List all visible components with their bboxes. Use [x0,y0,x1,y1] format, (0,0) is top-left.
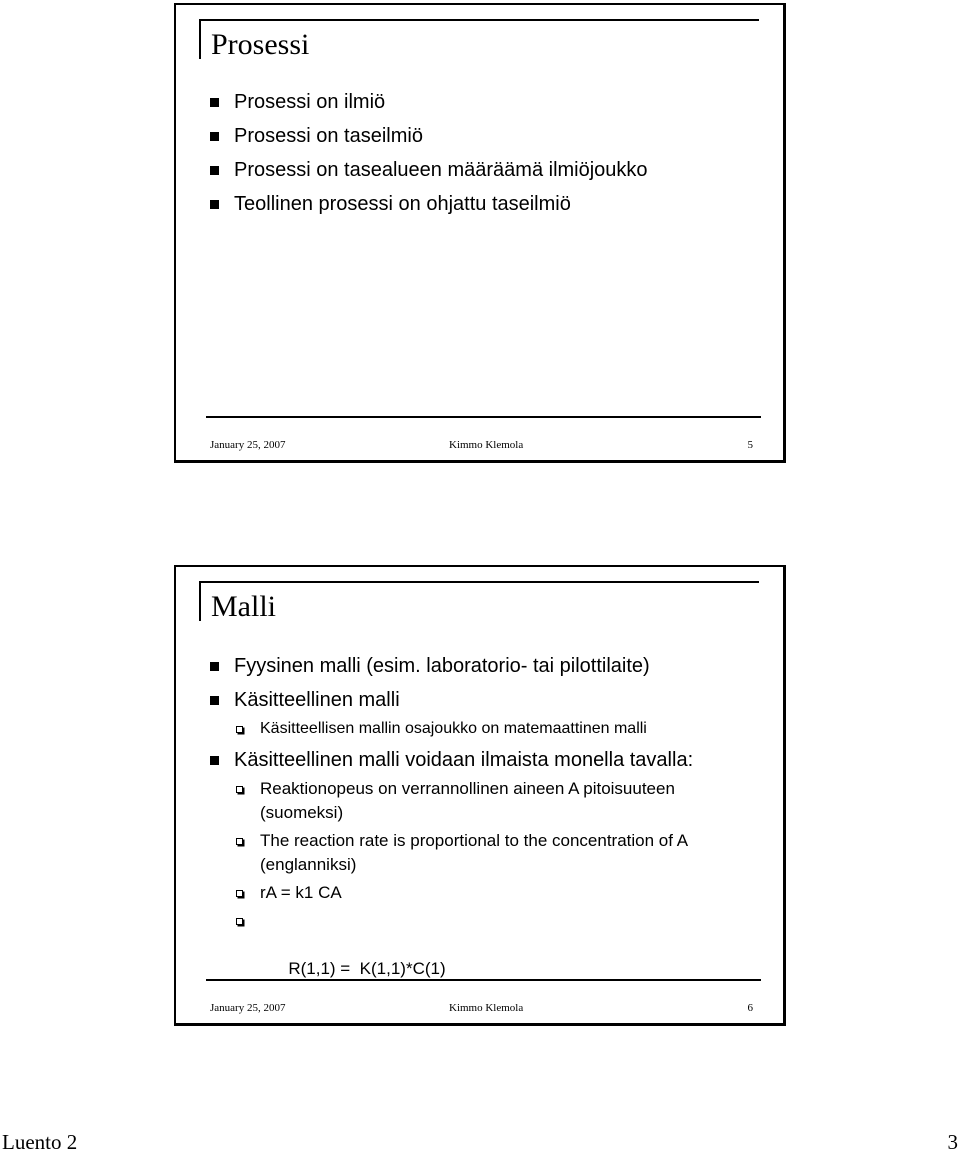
page-footer-page-number: 3 [947,1130,958,1154]
sub-bullet-item [236,881,763,905]
sub-bullet-item [236,909,763,1005]
slide-malli [174,565,786,1026]
sub-bullet-text: rA = k1 CA [260,883,342,902]
square-bullet-icon [210,166,219,175]
bullet-item [210,123,763,149]
bullet-text: Käsitteellinen malli [234,689,400,711]
square-bullet-icon [210,200,219,209]
sub-bullet-text: Reaktionopeus on verrannollinen aineen A pitoisuuteen (suomeksi) [260,779,675,822]
slide-content [210,653,763,1007]
page-footer-lecture: Luento 2 [2,1130,78,1154]
footer-divider [206,416,761,418]
bullet-item [210,157,654,183]
bullet-text: Prosessi on taseilmiö [234,125,423,147]
sub-bullet-item [236,829,750,877]
slide-title-bar [199,19,759,59]
bullet-text: Teollinen prosessi on ohjattu taseilmiö [234,193,571,215]
square-bullet-icon [210,132,219,141]
bullet-item [210,89,763,115]
footer-date: January 25, 2007 [210,1002,286,1014]
bullet-text: Käsitteellinen malli voidaan ilmaista monella tavalla: [234,749,694,771]
square-bullet-icon [210,98,219,107]
sub-bullet-item [236,777,730,825]
sub-bullet-text: The reaction rate is proportional to the concentration of A (englanniksi) [260,831,688,874]
footer-date: January 25, 2007 [210,439,286,451]
hollow-square-bullet-icon [236,918,243,925]
footer-page-number: 6 [747,1002,753,1014]
bullet-item [210,653,763,679]
bullet-item [210,191,763,217]
footer-page-number: 5 [747,439,753,451]
bullet-text: Fyysinen malli (esim. laboratorio- tai pilottilaite) [234,655,650,677]
hollow-square-bullet-icon [236,786,243,793]
bullet-text: Prosessi on tasealueen määräämä ilmiöjoukko [234,159,648,181]
footer-divider [206,979,761,981]
hollow-square-bullet-icon [236,838,243,845]
hollow-square-bullet-icon [236,726,243,733]
sub-bullet-text: Käsitteellisen mallin osajoukko on matemaattinen malli [260,720,647,737]
slide-title-bar [199,581,759,621]
bullet-item [210,747,763,773]
slide-title: Prosessi [211,28,310,61]
sub-bullet-text: R(1,1) = K(1,1)*C(1) [288,959,446,978]
footer-author: Kimmo Klemola [449,1002,524,1014]
hollow-square-bullet-icon [236,890,243,897]
square-bullet-icon [210,756,219,765]
slide-title: Malli [211,590,276,623]
slide-content [210,89,763,225]
square-bullet-icon [210,696,219,705]
footer-author: Kimmo Klemola [449,439,524,451]
sub-bullet-item [236,717,763,741]
bullet-text: Prosessi on ilmiö [234,91,386,113]
bullet-item [210,687,763,713]
slide-prosessi [174,3,786,463]
square-bullet-icon [210,662,219,671]
